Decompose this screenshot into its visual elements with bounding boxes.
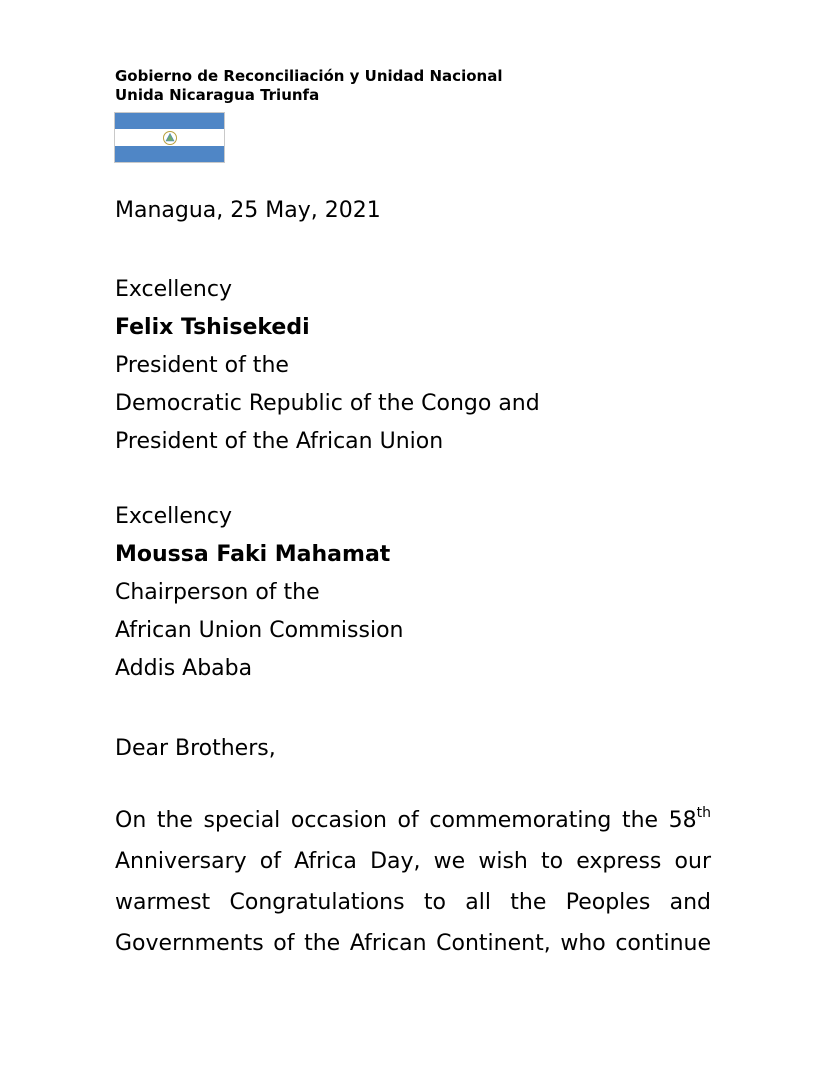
flag-bottom-band xyxy=(115,146,224,162)
recipient-2-title-line: Chairperson of the xyxy=(115,580,320,605)
paragraph-line: Governments of the African Continent, who continue xyxy=(115,931,711,956)
recipient-1-title-line: Democratic Republic of the Congo and xyxy=(115,391,540,416)
recipient-2-salutation: Excellency xyxy=(115,504,232,529)
letterhead-line-2: Unida Nicaragua Triunfa xyxy=(115,86,320,104)
recipient-2-title-line: Addis Ababa xyxy=(115,656,253,681)
greeting-text: Dear Brothers, xyxy=(115,736,276,761)
recipient-1-salutation: Excellency xyxy=(115,277,232,302)
body-paragraph xyxy=(115,800,711,964)
letter-date xyxy=(115,192,381,230)
paragraph-line xyxy=(115,800,711,841)
recipient-block-1 xyxy=(115,271,540,461)
letterhead-line-1: Gobierno de Reconciliación y Unidad Nacional xyxy=(115,67,503,85)
paragraph-line: Anniversary of Africa Day, we wish to express our xyxy=(115,849,711,874)
flag-top-band xyxy=(115,113,224,129)
greeting xyxy=(115,730,276,768)
nicaragua-flag-icon xyxy=(114,112,225,163)
recipient-1-title-line: President of the African Union xyxy=(115,429,444,454)
recipient-2-title-line: African Union Commission xyxy=(115,618,404,643)
coat-of-arms-icon xyxy=(159,130,181,146)
recipient-1-name: Felix Tshisekedi xyxy=(115,315,310,340)
paragraph-line-text: On the special occasion of commemorating the 58 xyxy=(115,808,697,833)
date-text: Managua, 25 May, 2021 xyxy=(115,198,381,223)
ordinal-suffix: th xyxy=(696,805,711,821)
recipient-1-title-line: President of the xyxy=(115,353,289,378)
letterhead xyxy=(115,67,502,105)
paragraph-line: warmest Congratulations to all the Peoples and xyxy=(115,890,711,915)
recipient-block-2 xyxy=(115,498,403,688)
recipient-2-name: Moussa Faki Mahamat xyxy=(115,542,391,567)
